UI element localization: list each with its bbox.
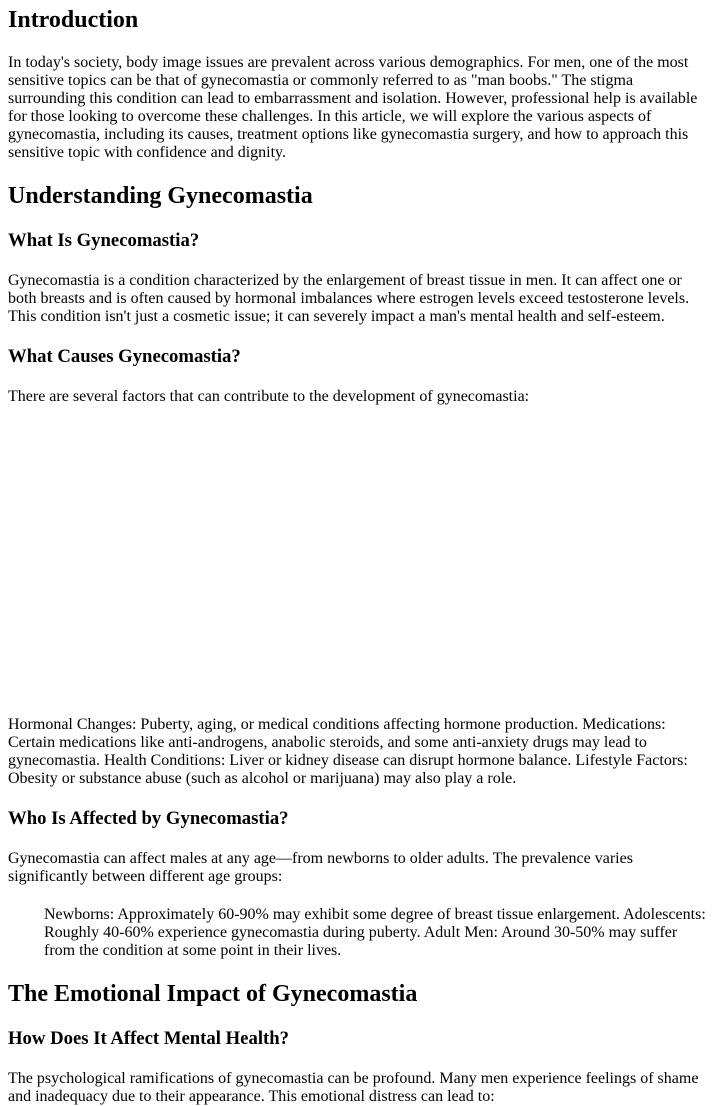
causes-factors-paragraph: Hormonal Changes: Puberty, aging, or medical conditions affecting hormone production. Medications: Certain medications like anti-androgens, anabolic steroids, and some anti-anxiety drugs may lead to gynecomastia. Health Conditions: Liver or kidney disease can disrupt hormone balance. Lifestyle Factors: Obesity or substance abuse (such as alcohol or marijuana) may also play a role. (8, 716, 688, 787)
causes-intro-paragraph: There are several factors that can contribute to the development of gynecomastia: (8, 388, 530, 405)
mental-health-heading: How Does It Affect Mental Health? (8, 1028, 290, 1049)
blank-image-area (8, 406, 712, 716)
what-is-heading: What Is Gynecomastia? (8, 230, 200, 251)
introduction-paragraph: In today's society, body image issues are prevalent across various demographics. For men, one of the most sensitive topics can be that of gynecomastia or commonly referred to as "man boobs." The stigma surrounding this condition can lead to embarrassment and isolation. However, professional help is available for those looking to overcome these challenges. In this article, we will explore the various aspects of gynecomastia, including its causes, treatment options like gynecomastia surgery, and how to approach this sensitive topic with confidence and dignity. (8, 54, 698, 161)
causes-heading: What Causes Gynecomastia? (8, 346, 241, 367)
affected-paragraph: Gynecomastia can affect males at any age—from newborns to older adults. The prevalence varies significantly between different age groups: (8, 850, 633, 885)
emotional-impact-heading: The Emotional Impact of Gynecomastia (8, 981, 418, 1007)
what-is-paragraph: Gynecomastia is a condition characterized by the enlargement of breast tissue in men. It can affect one or both breasts and is often caused by hormonal imbalances where estrogen levels exceed testosterone levels. This condition isn't just a cosmetic issue; it can severely impact a man's mental health and self-esteem. (8, 272, 690, 325)
mental-health-paragraph: The psychological ramifications of gynecomastia can be profound. Many men experience feelings of shame and inadequacy due to their appearance. This emotional distress can lead to: (8, 1070, 699, 1105)
introduction-heading: Introduction (8, 7, 139, 33)
affected-heading: Who Is Affected by Gynecomastia? (8, 808, 289, 829)
understanding-heading: Understanding Gynecomastia (8, 183, 313, 209)
age-groups-blockquote: Newborns: Approximately 60-90% may exhibit some degree of breast tissue enlargement. Adolescents: Roughly 40-60% experience gynecomastia during puberty. Adult Men: Around 30-50% may suffer from the condition at some point in their lives. (44, 906, 706, 959)
